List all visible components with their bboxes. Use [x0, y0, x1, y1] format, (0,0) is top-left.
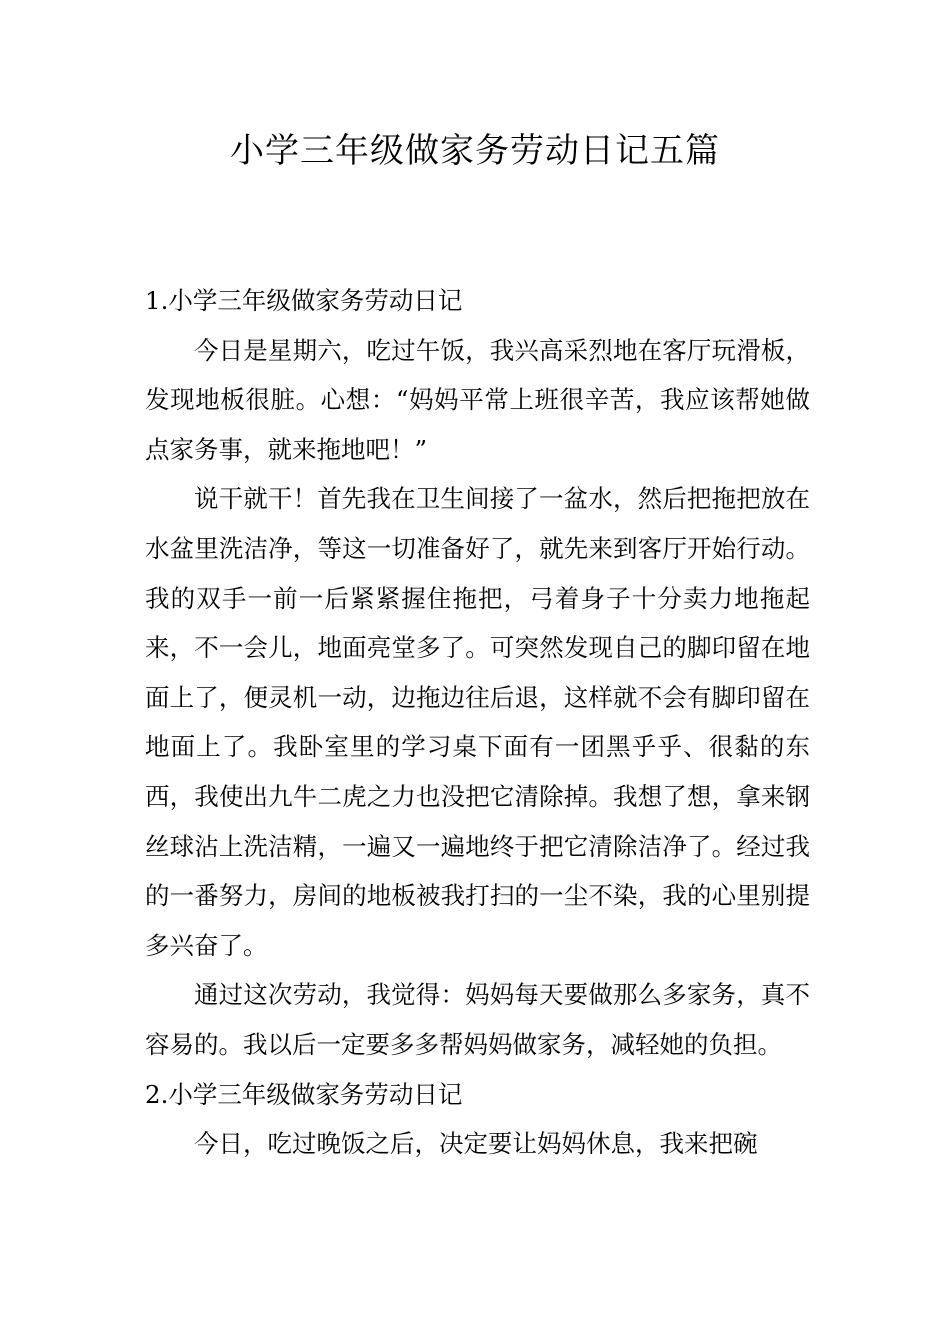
paragraph: 通过这次劳动，我觉得：妈妈每天要做那么多家务，真不容易的。我以后一定要多多帮妈妈做家务，减轻她的负担。 [145, 980, 810, 1059]
paragraph: 今日是星期六，吃过午饭，我兴高采烈地在客厅玩滑板，发现地板很脏。心想：“妈妈平常上班很辛苦，我应该帮她做点家务事，就来拖地吧！” [145, 335, 810, 464]
section-heading: 2.小学三年级做家务劳动日记 [145, 1079, 463, 1109]
section-1 [145, 276, 810, 1070]
document-body [145, 276, 810, 1169]
document-title: 小学三年级做家务劳动日记五篇 [230, 131, 720, 171]
paragraph: 今日，吃过晚饭之后，决定要让妈妈休息，我来把碗 [194, 1129, 758, 1159]
section-heading: 1.小学三年级做家务劳动日记 [145, 286, 463, 315]
paragraph: 说干就干！首先我在卫生间接了一盆水，然后把拖把放在水盆里洗洁净，等这一切准备好了，就先来到客厅开始行动。我的双手一前一后紧紧握住拖把，弓着身子十分卖力地拖起来，不一会儿，地面亮堂多了。可突然发现自己的脚印留在地面上了，便灵机一动，边拖边往后退，这样就不会有脚印留在地面上了。我卧室里的学习桌下面有一团黑乎乎、很黏的东西，我使出九牛二虎之力也没把它清除掉。我想了想，拿来钢丝球沾上洗洁精，一遍又一遍地终于把它清除洁净了。经过我的一番努力，房间的地板被我打扫的一尘不染，我的心里别提多兴奋了。 [145, 484, 810, 960]
section-2 [145, 1070, 810, 1169]
